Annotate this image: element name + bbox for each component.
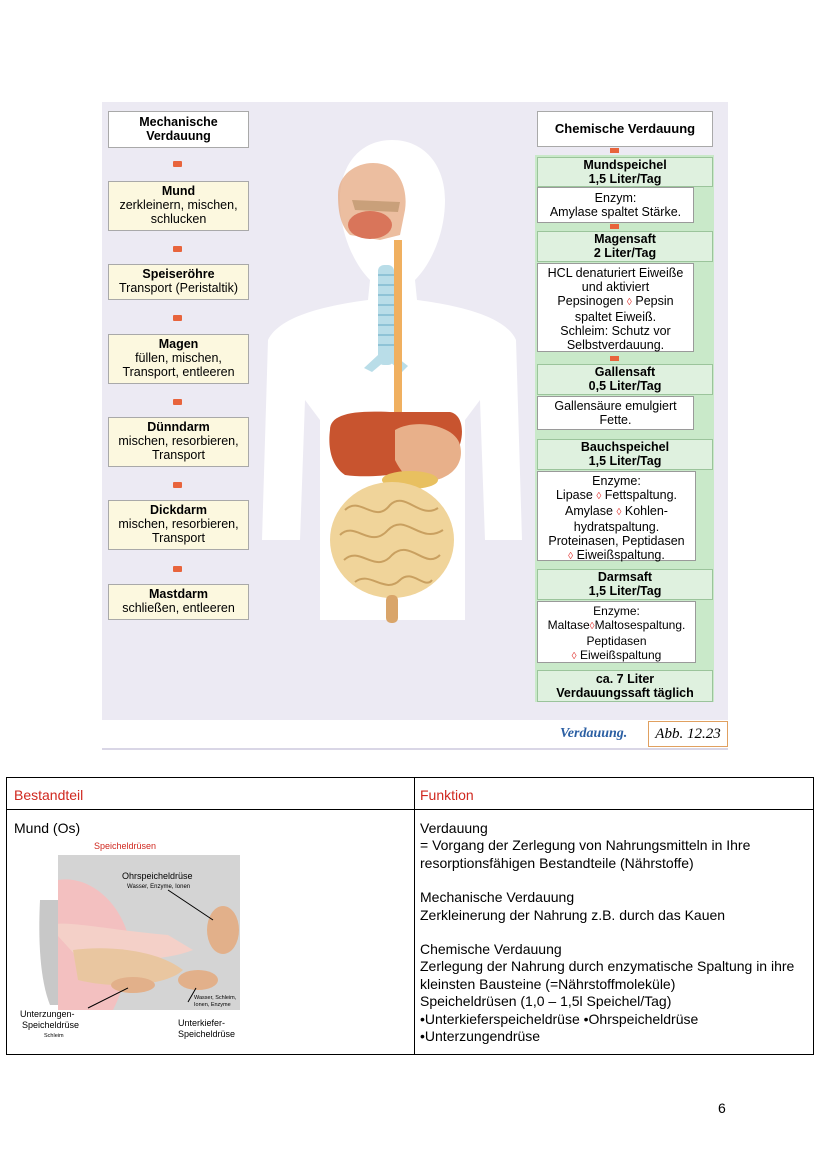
illus-title: Speicheldrüsen [94, 841, 157, 851]
chem-magensaft-text: HCL denaturiert Eiweiße und aktiviert Pepsinogen ◊ Pepsin spaltet Eiweiß. Schleim: Schutz vor Selbstverdauung. [537, 263, 694, 352]
caption-divider [102, 748, 728, 750]
funktion-line: Verdauung [420, 820, 488, 836]
caption-bar [102, 720, 728, 750]
mech-step-duenndarm: Dünndarm mischen, resorbieren, Transport [108, 417, 249, 467]
table-header-divider [6, 809, 814, 810]
funktion-line: Zerlegung der Nahrung durch enzymatische Spaltung in ihre kleinsten Bausteine (=Nährstoffmoleküle) [420, 958, 795, 992]
funktion-line: Zerkleinerung der Nahrung z.B. durch das Kauen [420, 906, 726, 923]
chemical-title: Chemische Verdauung [537, 111, 713, 147]
header-bestandteil: Bestandteil [14, 787, 84, 803]
chem-bauchspeichel-header: Bauchspeichel 1,5 Liter/Tag [537, 439, 713, 470]
illus-label-ohr-sub: Wasser, Enzyme, Ionen [127, 884, 191, 890]
funktion-line: •Unterzungendrüse [420, 1028, 541, 1045]
mech-step-mastdarm: Mastdarm schließen, entleeren [108, 584, 249, 620]
chem-gallensaft-header: Gallensaft 0,5 Liter/Tag [537, 364, 713, 395]
mechanical-title: Mechanische Verdauung [108, 111, 249, 148]
illus-label-unterkiefer-1: Unterkiefer- [178, 1018, 226, 1028]
page-number: 6 [718, 1100, 726, 1116]
funktion-line: •Unterkieferspeicheldrüse •Ohrspeicheldrüse [420, 1010, 699, 1027]
chem-total: ca. 7 Liter Verdauungssaft täglich [537, 670, 713, 702]
arrow-icon [173, 566, 182, 572]
arrow-icon [173, 399, 182, 405]
chem-mundspeichel-header: Mundspeichel 1,5 Liter/Tag [537, 157, 713, 187]
arrow-icon [173, 482, 182, 488]
illus-label-unterkiefer-sub-2: Ionen, Enzyme [194, 1002, 231, 1008]
illus-label-unterzungen-2: Speicheldrüse [22, 1020, 80, 1030]
diamond-arrow-icon: ◊ [596, 491, 602, 502]
figure-caption: Verdauung. [560, 726, 628, 741]
funktion-line: = Vorgang der Zerlegung von Nahrungsmitteln in Ihre resorptionsfähigen Bestandteile (Nährstoffe) [420, 837, 751, 871]
chem-gallensaft-text: Gallensäure emulgiert Fette. [537, 396, 694, 430]
diamond-arrow-icon: ◊ [626, 297, 632, 308]
funktion-spacer [420, 872, 806, 889]
diamond-arrow-icon: ◊ [571, 651, 577, 662]
mech-step-magen: Magen füllen, mischen, Transport, entleeren [108, 334, 249, 384]
table-column-divider [414, 777, 415, 1055]
arrow-icon [610, 224, 619, 229]
mech-step-mund: Mund zerkleinern, mischen, schlucken [108, 181, 249, 231]
arrow-icon [610, 356, 619, 361]
cell-funktion [420, 820, 806, 1045]
arrow-icon [173, 246, 182, 252]
funktion-line: Chemische Verdauung [420, 941, 562, 958]
arrow-icon [610, 148, 619, 153]
illus-label-unterzungen-sub: Schleim [44, 1033, 64, 1039]
illus-label-unterkiefer-2: Speicheldrüse [178, 1029, 236, 1039]
illus-label-unterzungen-1: Unterzungen- [20, 1009, 75, 1019]
chem-magensaft-header: Magensaft 2 Liter/Tag [537, 231, 713, 262]
funktion-line: Speicheldrüsen (1,0 – 1,5l Speichel/Tag) [420, 993, 672, 1010]
figure-number: Abb. 12.23 [648, 721, 728, 747]
diamond-arrow-icon: ◊ [616, 507, 622, 518]
salivary-glands-illustration [18, 840, 263, 1045]
funktion-spacer [420, 924, 806, 941]
chem-darmsaft-header: Darmsaft 1,5 Liter/Tag [537, 569, 713, 600]
funktion-line: Mechanische Verdauung [420, 889, 575, 906]
chem-mundspeichel-text: Enzym: Amylase spaltet Stärke. [537, 187, 694, 223]
chem-darmsaft-text: Enzyme: Maltase◊Maltosespaltung. Peptidasen ◊ Eiweißspaltung [537, 601, 696, 663]
arrow-icon [173, 315, 182, 321]
mech-step-speiseroehre: Speiseröhre Transport (Peristaltik) [108, 264, 249, 300]
cell-bestandteil: Mund (Os) [14, 820, 81, 836]
diamond-arrow-icon: ◊ [568, 551, 574, 562]
mech-step-dickdarm: Dickdarm mischen, resorbieren, Transport [108, 500, 249, 550]
diamond-arrow-icon: ◊ [589, 621, 595, 632]
illus-label-unterkiefer-sub-1: Wasser, Schleim, [194, 995, 237, 1001]
header-funktion: Funktion [420, 787, 474, 803]
arrow-icon [173, 161, 182, 167]
digestive-system-illustration [260, 140, 525, 630]
illus-label-ohr: Ohrspeicheldrüse [122, 871, 193, 881]
chem-bauchspeichel-text: Enzyme: Lipase ◊ Fettspaltung. Amylase ◊ Kohlen- hydratspaltung. Proteinasen, Peptidasen ◊ Eiweißspaltung. [537, 471, 696, 561]
